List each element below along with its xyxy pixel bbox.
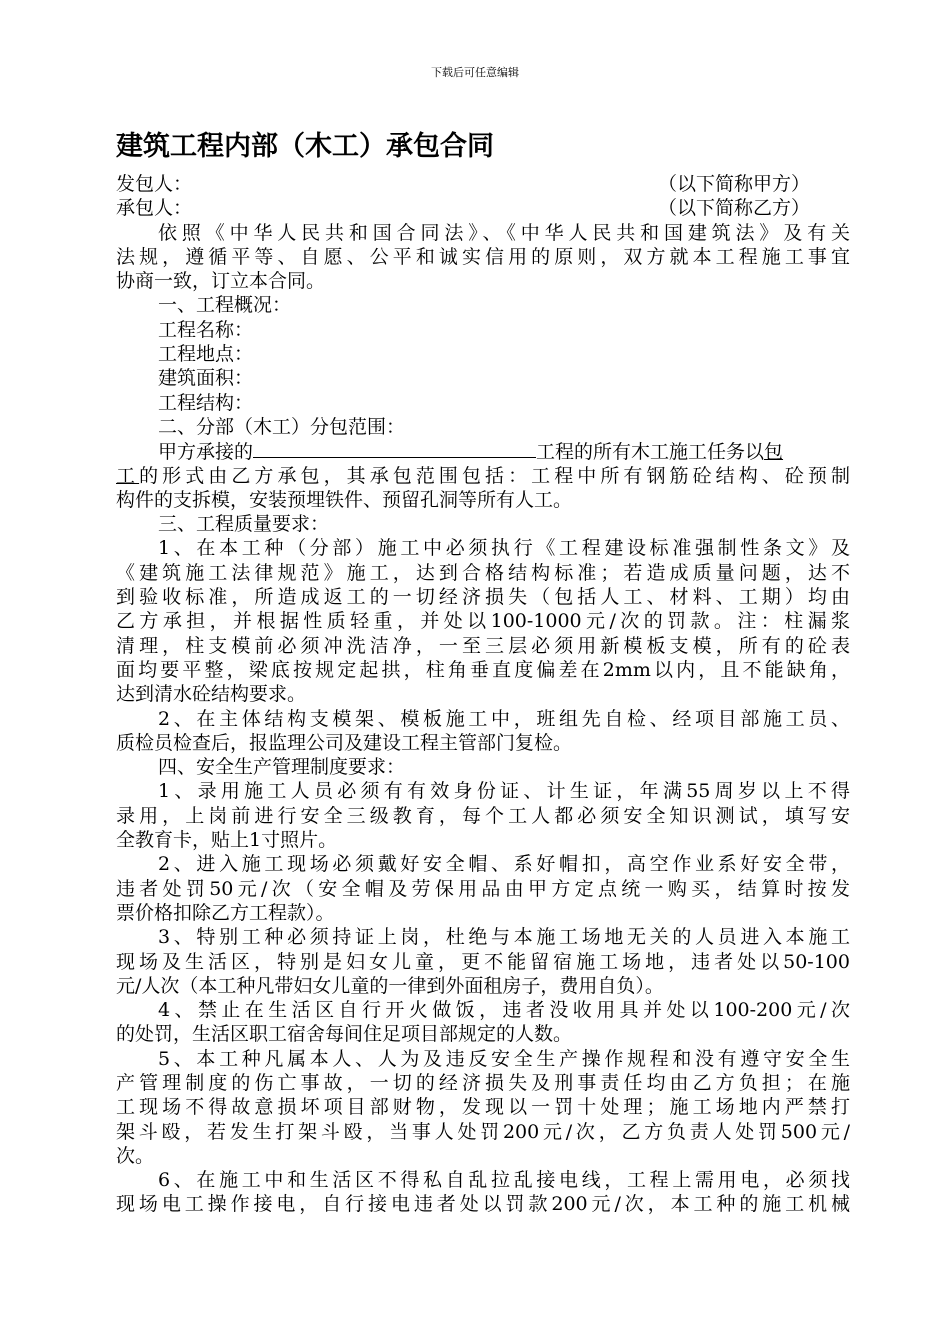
paragraph-line: 乙方承担，并根据性质轻重，并处以100-1000元/次的罚款。注：柱漏浆 bbox=[116, 610, 850, 633]
paragraph-line: 次。 bbox=[116, 1144, 155, 1167]
paragraph-line: 2、在主体结构支模架、模板施工中，班组先自检、经项目部施工员、 bbox=[158, 707, 850, 730]
paragraph-line: 6、在施工中和生活区不得私自乱拉乱接电线，工程上需用电，必须找 bbox=[158, 1169, 850, 1192]
scope-line bbox=[116, 464, 850, 488]
scope-text: 的形式由乙方承包，其承包范围包括：工程中所有钢筋砼结构、砼预制 bbox=[139, 464, 850, 487]
scope-text: 甲方承接的 bbox=[158, 441, 254, 464]
party-b-line bbox=[116, 196, 850, 220]
section-3-heading: 三、工程质量要求： bbox=[158, 513, 330, 536]
section-4-heading: 四、安全生产管理制度要求： bbox=[158, 756, 406, 779]
scope-line: 构件的支拆模，安装预埋铁件、预留孔洞等所有人工。 bbox=[116, 488, 573, 511]
paragraph-line: 现场电工操作接电，自行接电违者处以罚款200元/次，本工种的施工机械 bbox=[116, 1193, 850, 1216]
paragraph-line: 到验收标准，所造成返工的一切经济损失（包括人工、材料、工期）均由 bbox=[116, 586, 850, 609]
paragraph-line: 1、在本工种（分部）施工中必须执行《工程建设标准强制性条文》及 bbox=[158, 537, 850, 560]
paragraph-line: 全教育卡，贴上1寸照片。 bbox=[116, 829, 338, 852]
party-b-label: 承包人： bbox=[116, 197, 193, 220]
section-1-heading: 一、工程概况： bbox=[158, 294, 292, 317]
paragraph-line: 质检员检查后，报监理公司及建设工程主管部门复检。 bbox=[116, 731, 573, 754]
party-b-note: （以下简称乙方） bbox=[657, 197, 810, 220]
paragraph-line: 3、特别工种必须持证上岗，杜绝与本施工场地无关的人员进入本施工 bbox=[158, 926, 850, 949]
paragraph-line: 录用，上岗前进行安全三级教育，每个工人都必须安全知识测试，填写安 bbox=[116, 804, 850, 827]
intro-line: 依照《中华人民共和国合同法》、《中华人民共和国建筑法》及有关 bbox=[158, 221, 850, 244]
intro-line: 法规，遵循平等、自愿、公平和诚实信用的原则，双方就本工程施工事宜 bbox=[116, 245, 850, 268]
scope-line bbox=[116, 439, 850, 463]
party-a-label: 发包人： bbox=[116, 173, 193, 195]
intro-line: 协商一致，订立本合同。 bbox=[116, 270, 326, 293]
paragraph-line: 清理，柱支模前必须冲洗洁净，一至三层必须用新模板支模，所有的砼表 bbox=[116, 634, 850, 657]
paragraph-line: 2、进入施工现场必须戴好安全帽、系好帽扣，高空作业系好安全带， bbox=[158, 853, 850, 876]
paragraph-line: 违者处罚50元/次（安全帽及劳保用品由甲方定点统一购买，结算时按发 bbox=[116, 877, 850, 900]
paragraph-line: 工现场不得故意损坏项目部财物，发现以一罚十处理；施工场地内严禁打 bbox=[116, 1096, 850, 1119]
party-a-line bbox=[116, 172, 850, 196]
project-location-field: 工程地点： bbox=[158, 343, 254, 366]
scope-underlined-text: 工 bbox=[116, 464, 140, 487]
paragraph-line: 1、录用施工人员必须有有效身份证、计生证，年满55周岁以上不得 bbox=[158, 780, 850, 803]
header-note: 下载后可任意编辑 bbox=[431, 66, 519, 79]
project-name-blank bbox=[253, 439, 536, 458]
document-title: 建筑工程内部（木工）承包合同 bbox=[116, 131, 494, 162]
paragraph-line: 元/人次（本工种凡带妇女儿童的一律到外面租房子，费用自负）。 bbox=[116, 974, 664, 997]
scope-underlined-text: 包 bbox=[764, 441, 784, 464]
document-body bbox=[116, 172, 850, 1217]
project-name-field: 工程名称： bbox=[158, 318, 254, 341]
party-a-note: （以下简称甲方） bbox=[657, 173, 810, 195]
paragraph-line: 票价格扣除乙方工程款）。 bbox=[116, 901, 335, 924]
paragraph-line: 架斗殴，若发生打架斗殴，当事人处罚200元/次，乙方负责人处罚500元/ bbox=[116, 1120, 850, 1143]
paragraph-line: 5、本工种凡属本人、人为及违反安全生产操作规程和没有遵守安全生 bbox=[158, 1047, 850, 1070]
paragraph-line: 达到清水砼结构要求。 bbox=[116, 683, 307, 706]
paragraph-line: 现场及生活区，特别是妇女儿童，更不能留宿施工场地，违者处以50-100 bbox=[116, 950, 850, 973]
paragraph-line: 产管理制度的伤亡事故，一切的经济损失及刑事责任均由乙方负担；在施 bbox=[116, 1071, 850, 1094]
scope-text: 工程的所有木工施工任务以 bbox=[536, 441, 765, 464]
paragraph-line: 《建筑施工法律规范》施工，达到合格结构标准；若造成质量问题，达不 bbox=[116, 561, 850, 584]
paragraph-line: 4、禁止在生活区自行开火做饭，违者没收用具并处以100-200元/次 bbox=[158, 999, 850, 1022]
project-structure-field: 工程结构： bbox=[158, 391, 254, 414]
paragraph-line: 的处罚，生活区职工宿舍每间住足项目部规定的人数。 bbox=[116, 1023, 573, 1046]
building-area-field: 建筑面积： bbox=[158, 367, 254, 390]
paragraph-line: 面均要平整，梁底按规定起拱，柱角垂直度偏差在2mm以内，且不能缺角， bbox=[116, 658, 850, 681]
section-2-heading: 二、分部（木工）分包范围： bbox=[158, 415, 406, 438]
